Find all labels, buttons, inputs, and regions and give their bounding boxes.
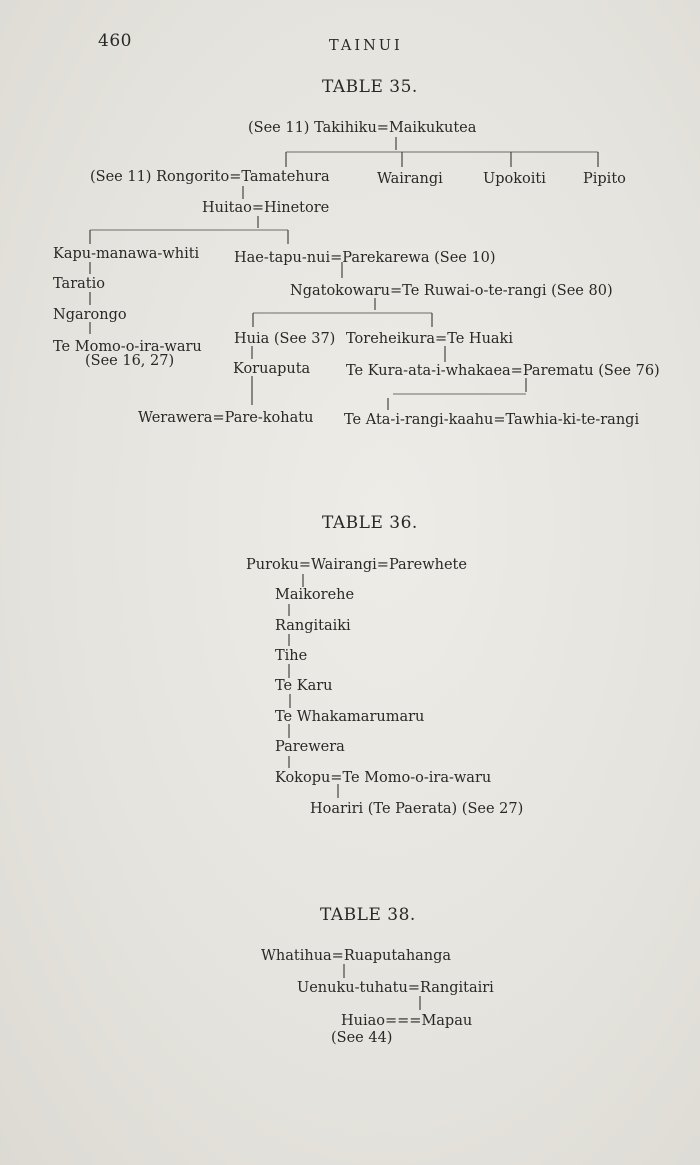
t35-te-kura-ata-parematu: Te Kura-ata-i-whakaea=Parematu (See 76): [346, 363, 660, 379]
t36-entry: Hoariri (Te Paerata) (See 27): [310, 801, 524, 817]
t36-entry: Maikorehe: [275, 587, 355, 603]
t35-rongorito-tamatehura: (See 11) Rongorito=Tamatehura: [90, 169, 330, 185]
table-35-title: TABLE 35.: [322, 77, 418, 97]
t35-toreheikura-te-huaki: Toreheikura=Te Huaki: [346, 331, 513, 347]
t36-entry: Rangitaiki: [275, 618, 351, 634]
t38-entry: Whatihua=Ruaputahanga: [261, 948, 452, 964]
t35-upokoiti: Upokoiti: [483, 171, 546, 187]
t35-te-momo-o-ira-waru: Te Momo-o-ira-waru: [53, 339, 202, 355]
t36-entry: Puroku=Wairangi=Parewhete: [246, 557, 467, 573]
t36-entry: Tihe: [275, 648, 308, 664]
t35-ngarongo: Ngarongo: [53, 307, 127, 323]
t35-huia: Huia (See 37): [234, 331, 336, 347]
table-36-title: TABLE 36.: [322, 513, 418, 533]
t35-koruaputa: Koruaputa: [233, 361, 311, 377]
t36-entry: Kokopu=Te Momo-o-ira-waru: [275, 770, 492, 786]
t35-werawera-pare-kohatu: Werawera=Pare-kohatu: [138, 410, 314, 426]
t36-entry: Parewera: [275, 739, 345, 755]
t38-entry: Uenuku-tuhatu=Rangitairi: [297, 980, 494, 996]
t35-takihiku-maikukutea: (See 11) Takihiku=Maikukutea: [248, 120, 477, 136]
page-number: 460: [98, 31, 132, 51]
t35-kapu-manawa-whiti: Kapu-manawa-whiti: [53, 246, 200, 262]
t35-hae-tapu-nui-parekarewa: Hae-tapu-nui=Parekarewa (See 10): [234, 250, 496, 266]
t35-wairangi: Wairangi: [377, 171, 443, 187]
t36-entry: Te Karu: [275, 678, 333, 694]
t35-ngatokowaru-te-ruwai: Ngatokowaru=Te Ruwai-o-te-rangi (See 80): [290, 283, 613, 299]
t35-pipito: Pipito: [583, 171, 626, 187]
t35-see-16-27: (See 16, 27): [85, 353, 175, 369]
t35-taratio: Taratio: [53, 276, 105, 292]
t38-entry: (See 44): [331, 1030, 393, 1046]
t35-huitao-hinetore: Huitao=Hinetore: [202, 200, 330, 216]
running-title: TAINUI: [329, 38, 403, 54]
t38-entry: Huiao===Mapau: [341, 1013, 473, 1029]
table-38-title: TABLE 38.: [320, 905, 416, 925]
t35-te-ata-i-rangi-kaahu: Te Ata-i-rangi-kaahu=Tawhia-ki-te-rangi: [344, 412, 640, 428]
t36-entry: Te Whakamarumaru: [275, 709, 425, 725]
